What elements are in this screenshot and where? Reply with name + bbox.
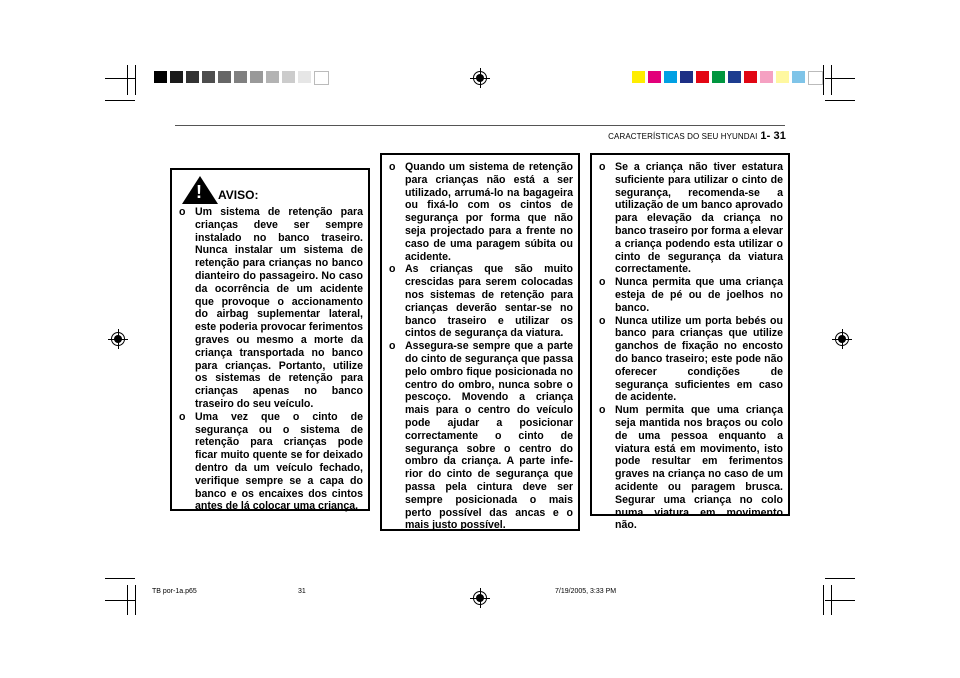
list-item: o Nunca permita que uma criança esteja de pé ou de joelhos no banco. [599,276,783,314]
crop-mark [135,585,136,615]
list-item: o Quando um sistema de retenção para crianças não está a ser utilizado, arrumá-lo na bagageira ou fixá-lo com os cintos de segurança por forma que não seja projectado para a frente no caso de uma paragem súbita ou acidente. [389,161,573,263]
list-item: o Se a criança não tiver estatura suficiente para utilizar o cinto de segurança, recomenda-se a utilização de um banco aprovado para elevação da criança no banco traseiro por forma a elevar a criança podendo esta utilizar o cinto de segurança da viatura correctamente. [599,161,783,276]
color-swatch [728,71,741,83]
list-item: o As crianças que são muito crescidas para serem colocadas nos sistemas de retenção para crianças deverão sentar-se no banco traseiro e utilizar os cintos de segurança da viatura. [389,263,573,340]
crop-mark [825,100,855,101]
crop-mark [105,78,135,79]
color-swatch [170,71,183,83]
color-swatch [648,71,661,83]
list-item: o Num permita que uma criança seja mantida nos braços ou colo de uma pessoa enquanto a viatura está em movimento, isto pode resultar em ferimentos graves na criança no caso de um acidente ou paragem brusca. Segurar uma criança no colo numa viatura em movimento não. [599,404,783,532]
registration-mark-icon [470,588,490,608]
crop-mark [127,585,128,615]
color-swatch [218,71,231,83]
color-swatch [712,71,725,83]
color-swatch [234,71,247,83]
crop-mark [105,100,135,101]
warning-header [177,176,363,206]
section-title: CARACTERÍSTICAS DO SEU HYUNDAI [608,132,758,141]
right-list [597,161,783,532]
color-swatch [314,71,329,85]
color-swatch [680,71,693,83]
crop-mark [135,65,136,95]
crop-mark [823,65,824,95]
crop-mark [831,65,832,95]
crop-mark [105,578,135,579]
color-swatch [154,71,167,83]
crop-mark [823,585,824,615]
warning-box [170,168,370,511]
color-swatch [632,71,645,83]
color-swatch [760,71,773,83]
footer-timestamp: 7/19/2005, 3:33 PM [555,588,617,595]
color-swatch [282,71,295,83]
crop-mark [105,600,135,601]
color-swatch [202,71,215,83]
color-swatch [792,71,805,83]
color-swatch [186,71,199,83]
list-item: o Assegura-se sempre que a parte do cinto de segurança que passa pelo ombro fique posicionada no centro do ombro, nunca sobre o pescoço. Movendo a criança mais para o centro do veículo pode ajudar a posicionar correctamente o cinto de segurança sobre o centro do ombro da criança. A parte infe-rior do cinto de segurança que passa pela cintura deve ser sempre posicionada o mais perto possível das ancas e o mais justo possível. [389,340,573,532]
color-swatch [808,71,823,85]
footer-page: 31 [298,588,306,595]
color-swatch [744,71,757,83]
warning-list [177,206,363,513]
color-swatch [250,71,263,83]
warning-symbol: ! [196,182,202,202]
registration-mark-icon [832,329,852,349]
list-item: o Um sistema de retenção para crianças deve ser sempre instalado no banco traseiro. Nunca instalar um sistema de retenção para crianças no banco dianteiro do passageiro. No caso da ocorrência de um acidente que provoque o accionamento do airbag suplementar lateral, este poderia provocar ferimentos graves ou mesmo a morte da criança transportada no banco para crianças. Portanto, utilize os sistemas de retenção para crianças apenas no banco traseiro do seu veículo. [179,206,363,410]
registration-mark-icon [470,68,490,88]
crop-mark [127,65,128,95]
registration-mark-icon [108,329,128,349]
color-swatch [266,71,279,83]
color-swatch [664,71,677,83]
list-item: o Nunca utilize um porta bebés ou banco para crianças que utilize ganchos de fixação no encosto do banco traseiro; este pode não oferecer condições de segurança suficientes em caso de acidente. [599,314,783,404]
crop-mark [831,585,832,615]
crop-mark [825,600,855,601]
running-header [608,130,786,142]
color-swatch [696,71,709,83]
page-number: 1- 31 [760,130,786,142]
warning-title: AVISO: [218,188,259,202]
right-column-box [590,153,790,532]
middle-list [387,161,573,532]
list-item: o Uma vez que o cinto de segurança ou o sistema de retenção para crianças pode ficar muito quente se for deixado dentro da um veículo fechado, verifique sempre se a capa do banco e os encaixes dos cintos antes de lá colocar uma criança. [179,410,363,513]
middle-column-box [380,153,580,531]
color-swatch [776,71,789,83]
crop-mark [825,578,855,579]
color-swatch [298,71,311,83]
crop-mark [825,78,855,79]
header-rule [175,125,785,126]
footer-filename: TB por-1a.p65 [152,588,197,595]
